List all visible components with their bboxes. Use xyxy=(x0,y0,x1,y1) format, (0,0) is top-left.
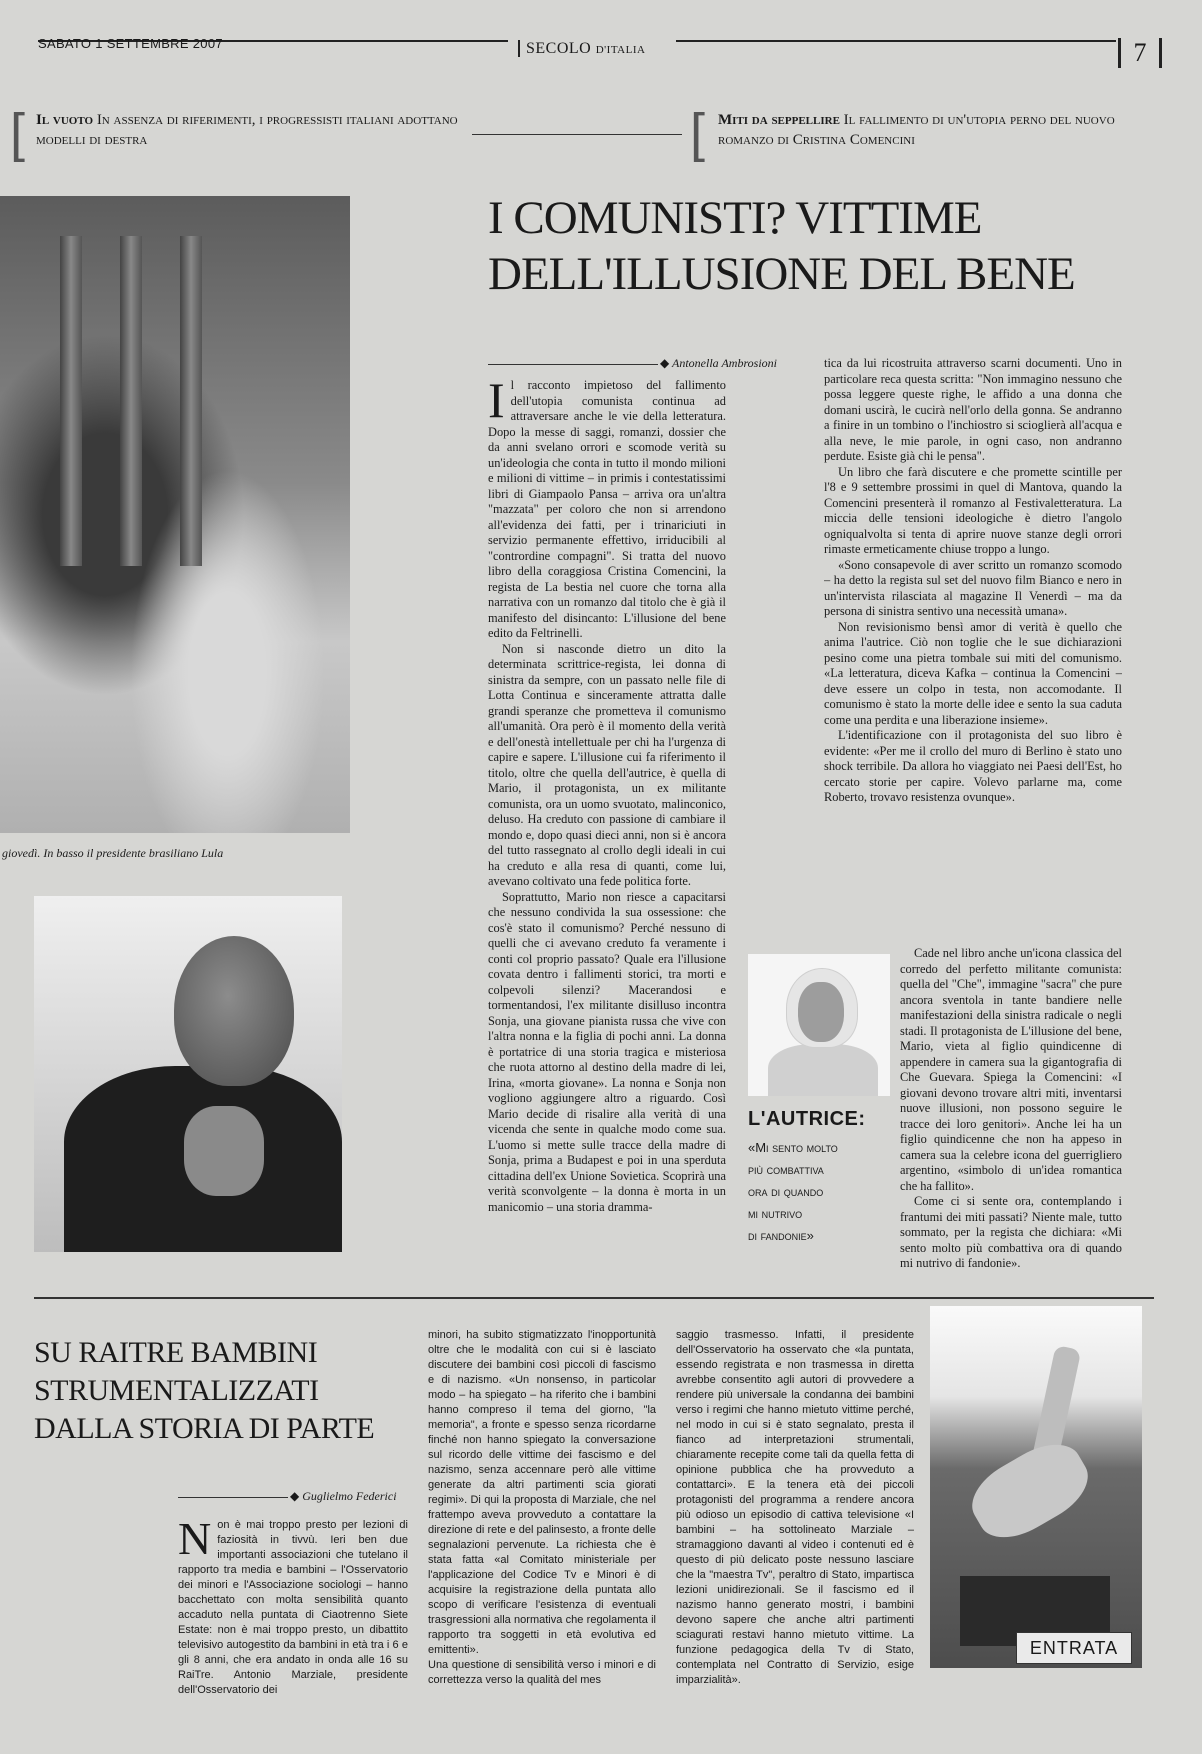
second-headline-line-1: SU RAITRE BAMBINI xyxy=(34,1336,318,1369)
drop-cap: I xyxy=(488,378,505,428)
left-bracket-icon: [ xyxy=(10,103,26,163)
teaser-left-text: In assenza di riferimenti, i progressisti italiani adottano modelli di destra xyxy=(36,112,458,148)
second-article-paragraph: saggio trasmesso. Infatti, il presidente dell'Osservatorio ha osservato che «la puntata, essendo registrata e non trasmessa in diretta avrebbe consentito agli autori di provvedere a rendere più universale la condanna dei bambini verso i regimi che hanno mietuto vittime perché, nel modo in cui si è stato segnalato, presta il fianco ad interpretazioni strumentali, chiaramente recepite come tali da quella fetta di opinione pubblica che ha provveduto a contattarci». E la tenera età dei piccoli protagonisti del programma a rendere ancora più odioso un episodio di cattiva televisione «I bambini – ha sottolineato Marziale – stramaggiono davanti al video i contenuti ed è questo di più delicato poste nessuno lasciare che la "maestra Tv", peraltro di Stato, impartisca lezioni unidirezionali. Se il fascismo ed il nazismo hanno generato mostri, i bambini devono sapere che anche altri partimenti sciagurati restavi hanno mietuto vittime. La funzione pedagogica della Tv di Stato, contemplata nel Contratto di Servizio, esige imparzialità». xyxy=(676,1329,914,1686)
page-number: 7 xyxy=(1118,38,1162,68)
main-headline-line-1: I COMUNISTI? VITTIME xyxy=(488,192,982,244)
byline-diamond-icon: ◆ xyxy=(660,356,673,370)
newspaper-subtitle: D'ITALIA xyxy=(595,44,646,56)
teaser-left[interactable] xyxy=(36,110,466,150)
second-headline-line-3: DALLA STORIA DI PARTE xyxy=(34,1412,375,1445)
main-article-paragraph: «Sono consapevole di aver scritto un romanzo scomodo – ha detto la regista sul set del nuovo film Bianco e nero in un'intervista rilasciata al magazine Il Venerdì – ma da persona di sinistra sentivo una necessità umana». xyxy=(824,557,1122,618)
pull-quote-title: L'AUTRICE: xyxy=(748,1108,866,1130)
second-article-paragraph: minori, ha subito stigmatizzato l'inopportunità oltre che le modalità con cui si è lasciato discutere dei bambini così piccoli di fascismo e di nazismo. «Un nonsenso, in particolar modo – ha spiegato – ha riferito che i bambini hanno compreso il tema del giorno, "la memoria", a fronte e spesso senza ricordarne finché non hanno spiegato la conversazione sul ricordo delle vittime dei fascismo e del nazismo, senza accennare però alle vittime generate da altri partimenti scia giorati regimi». Di qui la proposta di Marziale, che nel frattempo aveva provveduto a contattare la direzione di rete e del palinsesto, a fronte delle segnalazioni pervenute. La richiesta che è stata fatta «al Comitato ministeriale per l'applicazione del Codice Tv e Minori è di acquisire la registrazione della puntata allo scopo di verificare l'esistenza di eventuali trasgressioni alla normativa che regolamenta il rapporto tra soggetti in età evolutiva ed emittenti». xyxy=(428,1329,656,1656)
right-bracket-icon: [ xyxy=(690,103,706,163)
teaser-right-text: Il fallimento di un'utopia perno del nuovo romanzo di Cristina Comencini xyxy=(718,112,1115,148)
masthead-rule-right xyxy=(676,40,1116,42)
main-article-paragraph: Il racconto impietoso del fallimento dell'utopia comunista continua ad attraversare anche le vie della letteratura. Dopo la messe di saggi, romanzi, dossier che da anni svelano orrori e scomode verità su un'ideologia che conta in tutto il mondo milioni e milioni di vittime – in primis i contestatissimi libri di Giampaolo Pansa – arriva ora un'altra "mazzata" per coloro che non si arrendono all'evidenza dei fatti, per i trinariciuti in servizio permanente effettivo, irriducibili al "contrordine compagni". Si tratta del nuovo libro della coraggiosa Cristina Comencini, la regista de La bestia nel cuore che torna alla narrativa con un romanzo dal titolo che è già il manifesto del disincanto: L'illusione del bene edito da Feltrinelli. xyxy=(488,378,726,640)
newspaper-title: SECOLO xyxy=(518,40,591,57)
byline-author: Antonella Ambrosioni xyxy=(672,356,778,370)
main-headline-line-2: DELL'ILLUSIONE DEL BENE xyxy=(488,248,1075,300)
main-article-paragraph: Non si nasconde dietro un dito la determinata scrittrice-regista, lei donna di sinistra da sempre, con un passato nelle file di Lotta Continua e sinceramente attratta dalle grandi speranze che prometteva il comunismo all'umanità. Ora però è il momento della verità e dell'onestà intellettuale per chi ha l'urgenza di capire e sapere. L'illusione cui fa riferimento il titolo, oltre che quella dell'autrice, è quella di Mario, il protagonista, un ex militante comunista, ora un uomo svuotato, malinconico, deluso. Ha creduto con passione di cambiare il mondo e, dopo quasi dieci anni, non si è ancora del tutto rassegnato al crollo degli ideali in cui ha creduto e alla resa di quanti, come lui, avevano coltivato una fede politica forte. xyxy=(488,641,726,888)
teaser-left-kicker: Il vuoto xyxy=(36,112,94,128)
ruins-photo xyxy=(0,196,350,833)
teaser-divider xyxy=(472,134,682,135)
second-article-paragraph: Una questione di sensibilità verso i minori e di correttezza verso la qualità del mes xyxy=(428,1659,656,1686)
byline-rule xyxy=(488,364,658,365)
issue-date: SABATO 1 SETTEMBRE 2007 xyxy=(38,36,223,51)
statue-photo xyxy=(930,1306,1142,1668)
byline-rule-2 xyxy=(178,1497,288,1498)
entrata-sign: ENTRATA xyxy=(1016,1632,1132,1664)
second-headline xyxy=(34,1334,414,1448)
photo-caption: giovedì. In basso il presidente brasiliano Lula xyxy=(2,846,224,860)
second-headline-line-2: STRUMENTALIZZATI xyxy=(34,1374,319,1407)
pull-quote xyxy=(748,1108,898,1247)
second-article-column-1 xyxy=(178,1518,408,1720)
section-divider xyxy=(34,1297,1154,1299)
main-article-paragraph: Soprattutto, Mario non riesce a capacitarsi che nessuno condivida la sua ossessione: che cos'è stato il comunismo? Perché nessuno di quelli che ci avevano creduto fa veramente i conti col proprio passato? Quale era l'illusione covata dentro i fallimenti storici, tra morti e colpevoli silenzi? Macerandosi e tormentandosi, l'ex militante disilluso incontra Sonja, una giovane pianista russa che vive con l'altra nonna e la figlia di pochi anni. La donna è portatrice di una storia tragica e misteriosa che ruota attorno al destino della madre di lei, Irina, «morta giovane». La nonna e Sonja non vogliono aggiungere altro a riguardo. Così Mario decide di risalire alla verità di una vicenda che sente in qualche modo come sua. L'uomo si mette sulle tracce della madre di Sonja, prima a Budapest e poi in una sperduta cittadina dell'ex Unione Sovietica. Scoprirà una verità sconvolgente – la donna è morta in un manicomio – una storia dramma- xyxy=(488,889,726,1214)
main-article-paragraph: tica da lui ricostruita attraverso scarni documenti. Uno in particolare reca questa scritta: "Non immagino nessuno che possa leggere queste righe, le affido a una donna che domani uscirà, le cucirà nell'orlo della gonna. Se andranno a finire in un tombino o l'inchiostro si scioglierà all'acqua e alla neve, le mie parole, in ogni caso, non andranno perdute. Esiste già chi le pensa". xyxy=(824,356,1122,463)
second-article-column-2 xyxy=(428,1328,656,1720)
author-photo xyxy=(748,954,890,1096)
lula-photo xyxy=(34,896,342,1252)
main-article-paragraph: Non revisionismo bensì amor di verità è quello che anima l'autrice. Ciò non toglie che le sue dichiarazioni pesino come una pietra tombale sui miti del comunismo. «La letteratura, diceva Kafka – continua la Comencini – deve essere un colpo in testa, non accomodante. Il comunismo è stato la morte delle idee e sento la sua caduta come una perdita e una liberazione insieme». xyxy=(824,619,1122,727)
main-article-column-2-cont xyxy=(900,946,1122,1272)
main-headline xyxy=(488,190,1188,302)
main-article-paragraph: Come ci si sente ora, contemplando i frantumi dei miti passati? Niente male, tutto sommato, per la regista che dichiara: «Mi sento molto più combattiva ora di quando mi nutrivo di fandonie». xyxy=(900,1194,1122,1270)
byline-author-2: Guglielmo Federici xyxy=(302,1489,397,1503)
second-article-paragraph: Non è mai troppo presto per lezioni di faziosità in tivvù. Ieri ben due importanti associazioni che tutelano il rapporto tra media e bambini – l'Osservatorio dei minori e l'Associazione sociologi – hanno bacchettato con molta sensibilità quanto accaduto nella puntata di Ciaotrenno Siete Estate: non è mai troppo presto, un dibattito televisivo autogestito da bambini in età tra i 6 e gli 8 anni, che era andato in onda alle 16 su RaiTre. Antonio Marziale, presidente dell'Osservatorio dei xyxy=(178,1518,408,1696)
main-article-column-1 xyxy=(488,378,726,1268)
second-article-column-3 xyxy=(676,1328,914,1720)
teaser-right[interactable] xyxy=(718,110,1118,150)
main-article-paragraph: Un libro che farà discutere e che promette scintille per l'8 e 9 settembre prossimi in quel di Mantova, quando la Comencini presenterà il romanzo al Festivaletteratura. La miccia delle tensioni ideologiche è dietro l'angolo ogniqualvolta si tenta di aprire nuove stanze degli orrori rimaste ermeticamente chiuse troppo a lungo. xyxy=(824,464,1122,556)
main-article-paragraph: Cade nel libro anche un'icona classica del corredo del perfetto militante comunista: quella del "Che", immagine "sacra" che pure ancora sventola in tante bandiere nelle manifestazioni della sinistra radicale o negli stadi. Il protagonista de L'illusione del bene, Mario, vieta al figlio quindicenne di appendere in camera sua la gigantografia di Che Guevara. Spiega la Comencini: «I giovani devono trovare altri miti, inventarsi nuove illusioni, non possono seguire le tracce dei loro genitori». Anche lei ha un figlio quindicenne che non ha appeso in camera sua la celebre icona del guerrigliero argentino, «simbolo di un'idea romantica che ha fallito». xyxy=(900,946,1122,1193)
drop-cap-2: N xyxy=(178,1518,212,1564)
byline xyxy=(660,356,777,371)
newspaper-name xyxy=(518,40,645,58)
main-article-paragraph: L'identificazione con il protagonista del suo libro è evidente: «Per me il crollo del muro di Berlino è stato uno shock terribile. Da allora ho viaggiato nei Paesi dell'Est, ho cercato storie per capire. Volevo parlarne ma, come Roberto, trovavo resistenza ovunque». xyxy=(824,728,1122,804)
main-article-column-2 xyxy=(824,356,1122,946)
byline-diamond-icon: ◆ xyxy=(290,1489,303,1503)
teaser-right-kicker: Miti da seppellire xyxy=(718,112,840,128)
byline-2 xyxy=(290,1489,397,1504)
pull-quote-text: «Mi sento molto più combattiva ora di quando mi nutrivo di fandonie» xyxy=(748,1140,838,1243)
